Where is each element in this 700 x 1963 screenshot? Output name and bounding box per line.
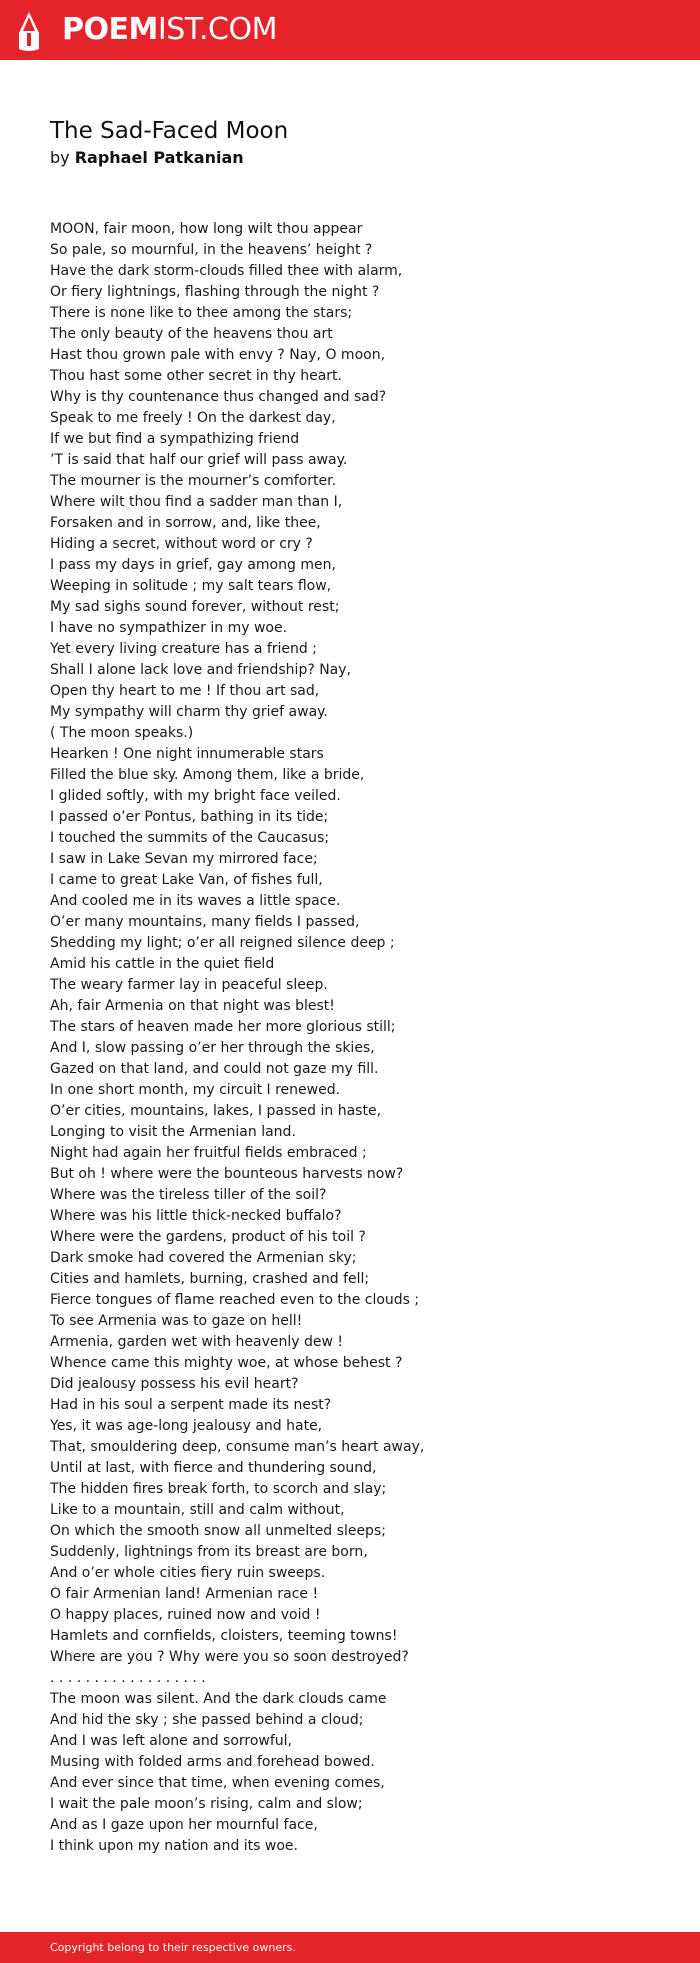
poem-line: Where was the tireless tiller of the soil? xyxy=(50,1187,327,1203)
poem-line: The only beauty of the heavens thou art xyxy=(50,326,333,342)
poem-line: Where were the gardens, product of his toil ? xyxy=(50,1229,366,1245)
poem-line: On which the smooth snow all unmelted sleeps; xyxy=(50,1523,386,1539)
poem-line: If we but find a sympathizing friend xyxy=(50,431,300,447)
poem-line: Shedding my light; o’er all reigned silence deep ; xyxy=(50,935,395,951)
poem-line: I passed o’er Pontus, bathing in its tide; xyxy=(50,809,329,825)
poem-line: Did jealousy possess his evil heart? xyxy=(50,1376,299,1392)
poem-line: Why is thy countenance thus changed and sad? xyxy=(50,389,387,405)
poem-byline xyxy=(50,147,244,169)
poem-line: I wait the pale moon’s rising, calm and slow; xyxy=(50,1796,363,1812)
poem-line: Where wilt thou find a sadder man than I, xyxy=(50,494,343,510)
poem-line: And hid the sky ; she passed behind a cloud; xyxy=(50,1712,364,1728)
poem-line: MOON, fair moon, how long wilt thou appear xyxy=(50,221,363,237)
poem-line: And ever since that time, when evening comes, xyxy=(50,1775,385,1791)
poem-line: Open thy heart to me ! If thou art sad, xyxy=(50,683,320,699)
poem-line: I pass my days in grief, gay among men, xyxy=(50,557,336,573)
pen-nib-icon[interactable] xyxy=(16,11,42,53)
poem-line: I have no sympathizer in my woe. xyxy=(50,620,288,636)
poem-line: I glided softly, with my bright face veiled. xyxy=(50,788,341,804)
poem-line: The stars of heaven made her more glorious still; xyxy=(50,1019,396,1035)
poem-line: Had in his soul a serpent made its nest? xyxy=(50,1397,332,1413)
poem-author: Raphael Patkanian xyxy=(74,148,244,167)
poem-line: Yes, it was age-long jealousy and hate, xyxy=(50,1418,323,1434)
poem-line: So pale, so mournful, in the heavens’ height ? xyxy=(50,242,373,258)
poem-line: Where are you ? Why were you so soon destroyed? xyxy=(50,1649,409,1665)
poem-line: O happy places, ruined now and void ! xyxy=(50,1607,321,1623)
poem-line: Amid his cattle in the quiet field xyxy=(50,956,275,972)
poem-line: Hast thou grown pale with envy ? Nay, O moon, xyxy=(50,347,386,363)
poem-line: ( The moon speaks.) xyxy=(50,725,194,741)
logo-bold-text: POEM xyxy=(62,12,158,47)
poem-line: I came to great Lake Van, of fishes full, xyxy=(50,872,323,888)
poem-line: Gazed on that land, and could not gaze my fill. xyxy=(50,1061,379,1077)
poem-line: O fair Armenian land! Armenian race ! xyxy=(50,1586,319,1602)
poem-line: Yet every living creature has a friend ; xyxy=(50,641,317,657)
poem-line: Suddenly, lightnings from its breast are born, xyxy=(50,1544,368,1560)
poem-line: O’er cities, mountains, lakes, I passed in haste, xyxy=(50,1103,382,1119)
poem-line: Or fiery lightnings, flashing through the night ? xyxy=(50,284,380,300)
poem-line: Whence came this mighty woe, at whose behest ? xyxy=(50,1355,403,1371)
poem-line: O’er many mountains, many fields I passed, xyxy=(50,914,360,930)
logo-light-text: IST.COM xyxy=(157,12,277,47)
poem-line: And as I gaze upon her mournful face, xyxy=(50,1817,318,1833)
poem-line: To see Armenia was to gaze on hell! xyxy=(50,1313,303,1329)
poem-line: The mourner is the mourner’s comforter. xyxy=(50,473,337,489)
poem-line: Thou hast some other secret in thy heart. xyxy=(50,368,342,384)
site-header xyxy=(0,0,700,60)
poem-line: That, smouldering deep, consume man’s heart away, xyxy=(50,1439,425,1455)
poem-line: Hamlets and cornfields, cloisters, teeming towns! xyxy=(50,1628,398,1644)
poem-line: The weary farmer lay in peaceful sleep. xyxy=(50,977,328,993)
poem-line: Filled the blue sky. Among them, like a bride, xyxy=(50,767,365,783)
poem-line: Armenia, garden wet with heavenly dew ! xyxy=(50,1334,344,1350)
poem-line: . . . . . . . . . . . . . . . . . . xyxy=(50,1670,206,1686)
poem-line: Where was his little thick-necked buffalo? xyxy=(50,1208,342,1224)
poem-line: Fierce tongues of flame reached even to the clouds ; xyxy=(50,1292,420,1308)
poem-line: ’T is said that half our grief will pass away. xyxy=(50,452,348,468)
poem-line: I think upon my nation and its woe. xyxy=(50,1838,298,1854)
poem-line: Weeping in solitude ; my salt tears flow, xyxy=(50,578,332,594)
footer-copyright: Copyright belong to their respective owners. xyxy=(50,1941,296,1954)
poem-line: The hidden fires break forth, to scorch and slay; xyxy=(50,1481,387,1497)
poem-line: Dark smoke had covered the Armenian sky; xyxy=(50,1250,357,1266)
poem-line: Musing with folded arms and forehead bowed. xyxy=(50,1754,375,1770)
poem-line: Longing to visit the Armenian land. xyxy=(50,1124,296,1140)
poem-line: The moon was silent. And the dark clouds came xyxy=(50,1691,387,1707)
poem-line: Night had again her fruitful fields embraced ; xyxy=(50,1145,367,1161)
poem-line: My sad sighs sound forever, without rest; xyxy=(50,599,340,615)
poem-line: My sympathy will charm thy grief away. xyxy=(50,704,328,720)
poem-line: Like to a mountain, still and calm without, xyxy=(50,1502,345,1518)
poem-line: Shall I alone lack love and friendship? Nay, xyxy=(50,662,351,678)
poem-line: Forsaken and in sorrow, and, like thee, xyxy=(50,515,321,531)
site-footer xyxy=(0,1932,700,1963)
poem-line: I touched the summits of the Caucasus; xyxy=(50,830,330,846)
poem-line: And cooled me in its waves a little space. xyxy=(50,893,341,909)
by-label: by xyxy=(50,148,70,167)
poem-line: But oh ! where were the bounteous harvests now? xyxy=(50,1166,404,1182)
poem-line: Hiding a secret, without word or cry ? xyxy=(50,536,313,552)
poem-line: I saw in Lake Sevan my mirrored face; xyxy=(50,851,318,867)
poem-line: Have the dark storm-clouds filled thee with alarm, xyxy=(50,263,403,279)
poem-line: Until at last, with fierce and thundering sound, xyxy=(50,1460,377,1476)
poem-body xyxy=(50,219,670,1857)
poem-line: Hearken ! One night innumerable stars xyxy=(50,746,324,762)
site-logo[interactable] xyxy=(62,12,277,48)
poem-line: In one short month, my circuit I renewed. xyxy=(50,1082,341,1098)
poem-line: And o’er whole cities fiery ruin sweeps. xyxy=(50,1565,326,1581)
poem-line: And I was left alone and sorrowful, xyxy=(50,1733,292,1749)
poem-line: Cities and hamlets, burning, crashed and fell; xyxy=(50,1271,370,1287)
poem-line: And I, slow passing o’er her through the skies, xyxy=(50,1040,375,1056)
poem-line: Speak to me freely ! On the darkest day, xyxy=(50,410,336,426)
poem-line: There is none like to thee among the stars; xyxy=(50,305,353,321)
poem-title: The Sad-Faced Moon xyxy=(50,118,289,144)
poem-line: Ah, fair Armenia on that night was blest! xyxy=(50,998,335,1014)
